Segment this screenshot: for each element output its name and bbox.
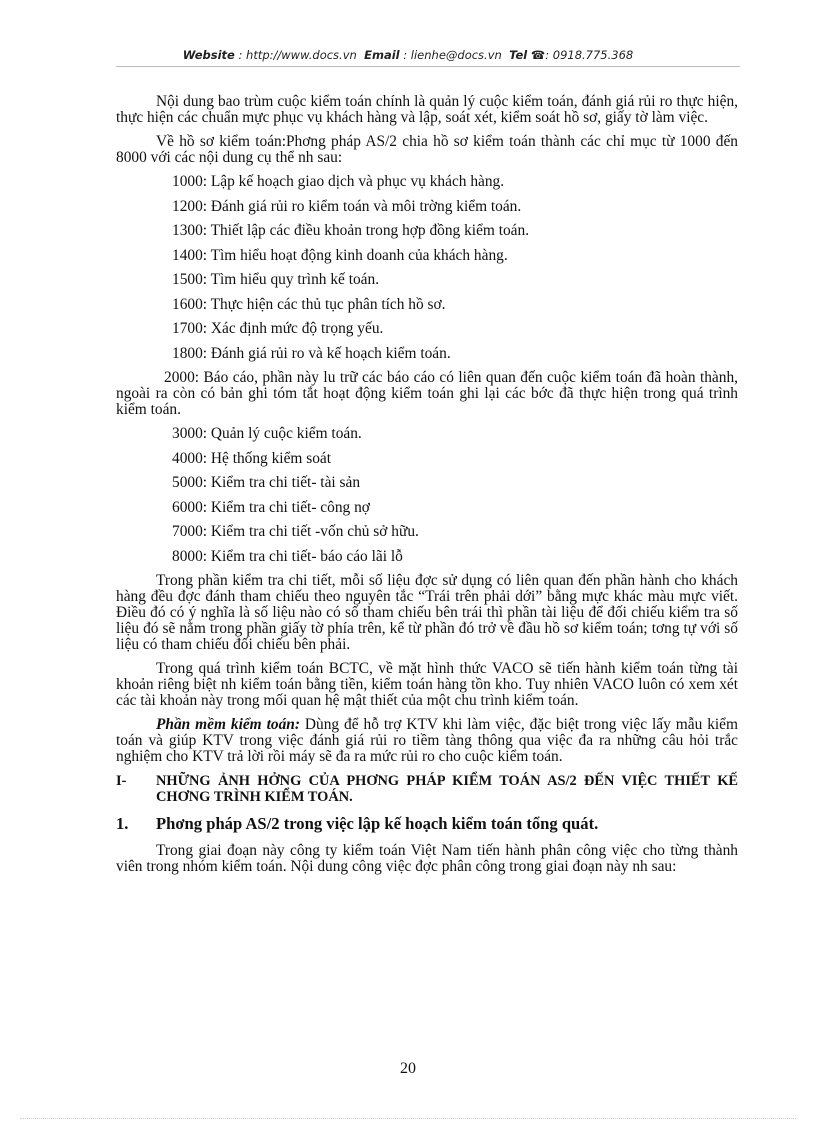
subsection-title: Phơng pháp AS/2 trong việc lập kế hoạch kiểm toán tổng quát. (156, 814, 599, 833)
paragraph-audit-file: Về hồ sơ kiểm toán:Phơng pháp AS/2 chia hồ sơ kiểm toán thành các chỉ mục từ 1000 đến 8000 với các nội dung cụ thể nh sau: (116, 133, 738, 166)
paragraph-vaco: Trong quá trình kiểm toán BCTC, về mặt hình thức VACO sẽ tiến hành kiểm toán từng tài khoản riêng biệt nh kiểm toán bằng tiền, kiểm toán hàng tồn kho. Tuy nhiên VACO luôn có xem xét các tài khoản này trong mối quan hệ mật thiết của một chu trình kiểm toán. (116, 660, 738, 709)
footer-divider (20, 1118, 796, 1119)
list-item: 1200: Đánh giá rủi ro kiểm toán và môi trờng kiểm toán. (172, 197, 522, 215)
page-number: 20 (400, 1060, 416, 1077)
list-item: 1800: Đánh giá rủi ro và kế hoạch kiểm toán. (172, 344, 451, 362)
document-body (116, 94, 738, 883)
paragraph-intro: Nội dung bao trùm cuộc kiểm toán chính là quản lý cuộc kiểm toán, đánh giá rủi ro thực hiện, thực hiện các chuẩn mực phục vụ khách hàng và lập, soát xét, kiểm soát hồ sơ, giấy tờ làm việc. (116, 93, 738, 126)
list-item: 1300: Thiết lập các điều khoản trong hợp đồng kiểm toán. (172, 222, 530, 239)
list-item: 6000: Kiểm tra chi tiết- công nợ (172, 498, 370, 516)
website-label: Website (182, 48, 235, 62)
paragraph-software (116, 717, 738, 765)
section-heading (116, 773, 738, 805)
index-list-b (116, 426, 738, 565)
page-header (0, 48, 816, 62)
header-divider (116, 66, 740, 67)
list-item: 4000: Hệ thống kiểm soát (172, 449, 332, 467)
list-item: 8000: Kiểm tra chi tiết- báo cáo lãi lỗ (172, 547, 403, 565)
paragraph-2000: 2000: Báo cáo, phần này lu trữ các báo cáo có liên quan đến cuộc kiểm toán đã hoàn thành, ngoài ra còn có bản ghi tóm tắt hoạt động kiểm toán ghi lại các bớc đã thực hiện trong quá trình kiểm toán. (116, 369, 738, 418)
section-title: NHỮNG ẢNH HỞNG CỦA PHƠNG PHÁP KIỂM TOÁN AS/2 ĐẾN VIỆC THIẾT KẾ CHƠNG TRÌNH KIỂM TOÁN. (156, 773, 738, 805)
list-item: 1000: Lập kế hoạch giao dịch và phục vụ khách hàng. (172, 173, 505, 190)
list-item: 3000: Quản lý cuộc kiểm toán. (172, 425, 362, 442)
list-item: 1400: Tìm hiểu hoạt động kinh doanh của khách hàng. (172, 246, 508, 264)
subsection-number: 1. (116, 814, 129, 833)
email-label: Email (364, 48, 400, 62)
software-lead: Phần mềm kiểm toán: (156, 716, 300, 733)
section-number: I- (116, 773, 127, 789)
email-value: : lienhe@docs.vn (403, 48, 502, 62)
paragraph-planning: Trong giai đoạn này công ty kiểm toán Việt Nam tiến hành phân công việc cho từng thành viên trong nhóm kiểm toán. Nội dung công việc đợc phân công trong giai đoạn này nh sau: (116, 842, 738, 875)
software-text: Dùng để hỗ trợ KTV khi làm việc, đặc biệt trong việc lấy mẫu kiểm toán và giúp KTV trong việc đánh giá rủi ro tiềm tàng thông qua việc đa ra những câu hỏi trắc nghiệm cho KTV trả lời rồi máy sẽ đa ra mức rủi ro cho cuộc kiểm toán. (116, 716, 738, 765)
phone-icon: ☎ (530, 48, 546, 62)
subsection-heading (116, 815, 738, 833)
list-item: 1700: Xác định mức độ trọng yếu. (172, 320, 384, 337)
tel-value: : 0918.775.368 (545, 48, 634, 62)
website-value: : http://www.docs.vn (238, 48, 357, 62)
list-item: 1600: Thực hiện các thủ tục phân tích hồ sơ. (172, 295, 446, 313)
list-item: 5000: Kiểm tra chi tiết- tài sản (172, 474, 361, 491)
paragraph-detail-testing: Trong phần kiểm tra chi tiết, mỗi số liệu đợc sử dụng có liên quan đến phần hành cho khách hàng đều đợc đánh tham chiếu theo nguyên tắc “Trái trên phải dới” bằng mực khác màu mực viết. Điều đó có ý nghĩa là số liệu nào có số tham chiếu bên trái thì phần tài liệu để đối chiếu kiểm tra số liệu đó sẽ nằm trong phần giấy tờ phía trên, kể từ phần đó trở về đầu hồ sơ kiểm toán; tơng tự với số liệu có tham chiếu đối chiếu bên phải. (116, 572, 738, 653)
list-item: 7000: Kiểm tra chi tiết -vốn chủ sở hữu. (172, 523, 419, 540)
index-list-a (116, 174, 738, 362)
list-item: 1500: Tìm hiểu quy trình kế toán. (172, 271, 380, 288)
tel-label: Tel (509, 48, 528, 62)
